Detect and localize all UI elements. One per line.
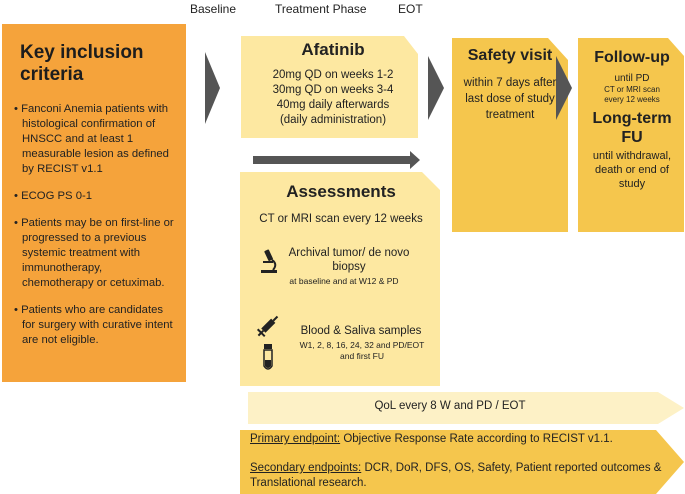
treatment-arrow bbox=[253, 151, 420, 169]
safety-text: within 7 days after last dose of study treatment bbox=[463, 77, 557, 121]
biopsy-label: Archival tumor/ de novo biopsy bbox=[288, 247, 410, 273]
afatinib-title: Afatinib bbox=[301, 40, 365, 59]
safety-content bbox=[460, 46, 560, 123]
afatinib-dose-line: (daily administration) bbox=[279, 114, 387, 126]
criteria-item: • Patients may be on first-line or progressed to a previous systemic treatment with immunotherapy, chemotherapy or cetuximab. bbox=[14, 216, 176, 291]
header-treatment-phase: Treatment Phase bbox=[275, 2, 367, 16]
followup-scan: CT or MRI scan every 12 weeks bbox=[604, 85, 660, 104]
assessments-content bbox=[246, 182, 436, 226]
endpoints-content bbox=[250, 432, 670, 491]
followup-title: Follow-up bbox=[594, 49, 670, 66]
qol-label: QoL every 8 W and PD / EOT bbox=[374, 400, 526, 412]
criteria-item: • Patients who are candidates for surgery with curative intent are not eligible. bbox=[14, 303, 176, 348]
biopsy-timing: at baseline and at W12 & PD bbox=[289, 276, 399, 286]
afatinib-dose-line: 40mg daily afterwards bbox=[276, 99, 390, 111]
primary-endpoint-label: Primary endpoint: bbox=[250, 433, 341, 445]
assessments-title: Assessments bbox=[286, 182, 396, 201]
followup-content bbox=[582, 48, 682, 191]
secondary-endpoint-text: DCR, DoR, DFS, OS, Safety, Patient reported outcomes & Translational research. bbox=[250, 462, 662, 489]
criteria-item: • ECOG PS 0-1 bbox=[14, 189, 176, 204]
criteria-item: • Fanconi Anemia patients with histological confirmation of HNSCC and at least 1 measurable lesion as defined by RECIST v1.1 bbox=[14, 102, 176, 177]
scan-schedule: CT or MRI scan every 12 weeks bbox=[259, 213, 423, 225]
afatinib-content bbox=[248, 40, 418, 128]
longterm-fu-text: until withdrawal, death or end of study bbox=[592, 150, 672, 190]
inclusion-criteria-box bbox=[2, 24, 186, 382]
header-eot: EOT bbox=[398, 2, 423, 16]
afatinib-dose-line: 20mg QD on weeks 1-2 bbox=[272, 69, 394, 81]
secondary-endpoint-label: Secondary endpoints: bbox=[250, 462, 362, 474]
arrow-eot bbox=[428, 56, 444, 120]
samples-label: Blood & Saliva samples bbox=[300, 325, 422, 337]
afatinib-dose-line: 30mg QD on weeks 3-4 bbox=[272, 84, 394, 96]
longterm-fu-title: Long-term FU bbox=[592, 110, 672, 146]
samples-timing: W1, 2, 8, 16, 24, 32 and PD/EOT and first FU bbox=[299, 340, 425, 361]
microscope-icon bbox=[258, 248, 280, 274]
secondary-endpoint bbox=[250, 461, 670, 491]
primary-endpoint-text: Objective Response Rate according to RECIST v1.1. bbox=[343, 433, 613, 445]
criteria-list bbox=[14, 102, 176, 348]
header-baseline: Baseline bbox=[190, 2, 237, 16]
syringe-icon bbox=[254, 310, 284, 340]
primary-endpoint bbox=[250, 432, 670, 447]
safety-title: Safety visit bbox=[467, 47, 553, 64]
arrow-baseline bbox=[205, 52, 220, 124]
criteria-title: Key inclusion criteria bbox=[20, 42, 144, 85]
sample-tube-icon bbox=[262, 344, 274, 372]
followup-until: until PD bbox=[614, 73, 650, 84]
